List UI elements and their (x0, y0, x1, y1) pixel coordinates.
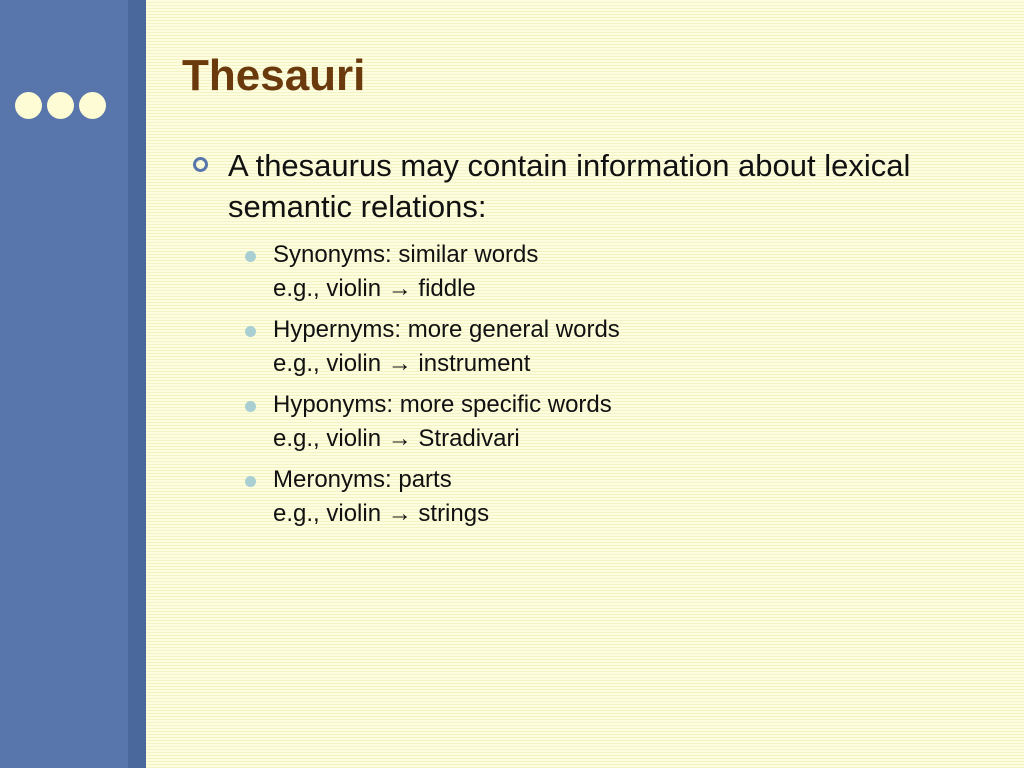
bullet-icon (245, 401, 256, 412)
ring-bullet-icon (193, 157, 208, 172)
item-example: e.g., violin → strings (273, 500, 490, 527)
item-example: e.g., violin → instrument (273, 350, 531, 377)
decorative-dots (15, 92, 106, 119)
item-label: Synonyms: similar words (273, 241, 539, 268)
item-label: Hyponyms: more specific words (273, 391, 612, 418)
relations-list (273, 238, 620, 538)
list-item (273, 238, 620, 306)
bullet-icon (245, 326, 256, 337)
list-item (273, 388, 620, 456)
dot-icon (79, 92, 106, 119)
sidebar-edge (128, 0, 146, 768)
item-example: e.g., violin → fiddle (273, 275, 476, 302)
bullet-icon (245, 251, 256, 262)
list-item (273, 313, 620, 381)
item-label: Hypernyms: more general words (273, 316, 620, 343)
list-item (273, 463, 620, 531)
dot-icon (47, 92, 74, 119)
slide-title: Thesauri (182, 51, 366, 100)
item-label: Meronyms: parts (273, 466, 452, 493)
item-example: e.g., violin → Stradivari (273, 425, 520, 452)
main-point: A thesaurus may contain information about lexical semantic relations: (228, 148, 911, 224)
dot-icon (15, 92, 42, 119)
bullet-icon (245, 476, 256, 487)
